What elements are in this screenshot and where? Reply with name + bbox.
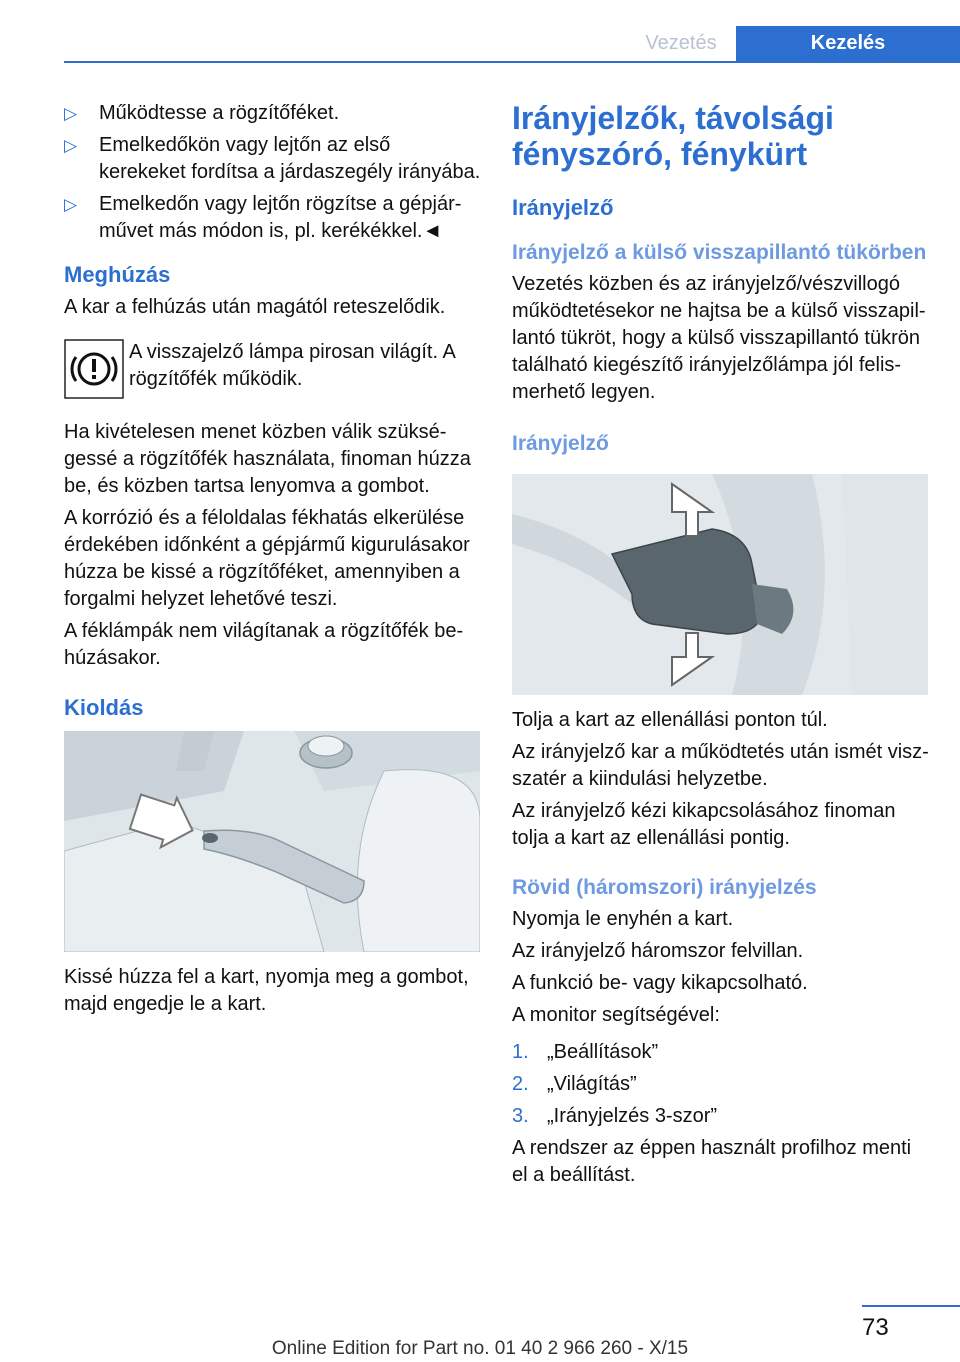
section-title: Irányjelzők, távolsági fényszóró, fénykürt: [512, 100, 834, 172]
list-item: ▷ Emelkedőkön vagy lejtőn az első kerekeket fordítsa a járdaszegély irányába.: [64, 134, 481, 183]
triangle-bullet-icon: ▷: [64, 195, 78, 214]
parking-brake-warning-icon: [64, 339, 124, 399]
list-item: 3. „Irányjelzés 3-szor”: [512, 1105, 718, 1127]
steps-list: [512, 1039, 932, 1130]
paragraph: Az irányjelző kézi kikapcsolásához finoman tolja a kart az ellenállási pontig.: [512, 800, 896, 849]
paragraph: A korrózió és a féloldalas fékhatás elkerülése érdekében időnként a gépjármű kigurulásakor húzza be kissé a rögzítőféket, amennyiben a forgalmi helyzet lehetővé teszi.: [64, 507, 470, 610]
paragraph: Vezetés közben és az irányjelző/vészvillogó működtetésekor ne hajtsa be a külső visszapil‐ lantó tükröt, hogy a külső visszapillantó tükrön található kiegészítő irányjelzőlámpa jól felis‐ merhető legyen.: [512, 273, 926, 403]
warning-text: A visszajelző lámpa pirosan világít. A rögzítőfék működik.: [129, 341, 455, 390]
paragraph: A féklámpák nem világítanak a rögzítőfék be‐ húzásakor.: [64, 620, 464, 669]
page-number-rule: [862, 1305, 960, 1307]
paragraph: A monitor segítségével:: [512, 1004, 720, 1026]
heading-meghuzas: Meghúzás: [64, 262, 171, 287]
bullet-list: [64, 100, 482, 245]
list-item: 1. „Beállítások”: [512, 1041, 659, 1063]
tab-vezetes[interactable]: Vezetés: [645, 32, 717, 54]
footer-edition: Online Edition for Part no. 01 40 2 966 260 - X/15: [271, 1338, 689, 1359]
heading-iranyjelzo: Irányjelző: [512, 195, 614, 220]
heading-kulso-tukor: Irányjelző a külső visszapillantó tükörben: [512, 241, 927, 264]
handbrake-release-illustration: [64, 731, 480, 952]
triangle-bullet-icon: ▷: [64, 104, 78, 123]
heading-kioldas: Kioldás: [64, 695, 144, 720]
paragraph: A rendszer az éppen használt profilhoz menti el a beállítást.: [512, 1137, 912, 1186]
tab-kezeles[interactable]: Kezelés: [736, 26, 960, 61]
list-item: ▷ Működtesse a rögzítőféket.: [64, 100, 482, 127]
triangle-bullet-icon: ▷: [64, 136, 78, 155]
page-number: 73: [862, 1314, 889, 1341]
paragraph: A funkció be- vagy kikapcsolható.: [512, 972, 808, 994]
paragraph: Az irányjelző háromszor felvillan.: [512, 940, 804, 962]
header-rule: [64, 61, 960, 63]
turn-signal-lever-illustration: [512, 474, 928, 695]
paragraph: Kissé húzza fel a kart, nyomja meg a gombot, majd engedje le a kart.: [64, 966, 469, 1015]
paragraph: Nyomja le enyhén a kart.: [512, 908, 734, 930]
warning-block: [64, 339, 482, 403]
list-item: ▷ Emelkedőn vagy lejtőn rögzítse a gépjár‐ művet más módon is, pl. kerékékkel.◄: [64, 193, 462, 242]
paragraph: Az irányjelző kar a működtetés után ismét visz‐ szatér a kiindulási helyzetbe.: [512, 741, 929, 790]
heading-rovid-iranyjelzes: Rövid (háromszori) irányjelzés: [512, 876, 817, 899]
heading-iranyjelzo-2: Irányjelző: [512, 432, 609, 455]
list-item: 2. „Világítás”: [512, 1073, 637, 1095]
paragraph: A kar a felhúzás után magától reteszelődik.: [64, 296, 446, 318]
left-column: [64, 100, 482, 1023]
paragraph: Ha kivételesen menet közben válik szüksé‐ gessé a rögzítőfék használata, finoman húzza be, és közben tartsa lenyomva a gombot.: [64, 421, 471, 497]
right-column: [512, 100, 932, 1194]
paragraph: Tolja a kart az ellenállási ponton túl.: [512, 709, 828, 731]
